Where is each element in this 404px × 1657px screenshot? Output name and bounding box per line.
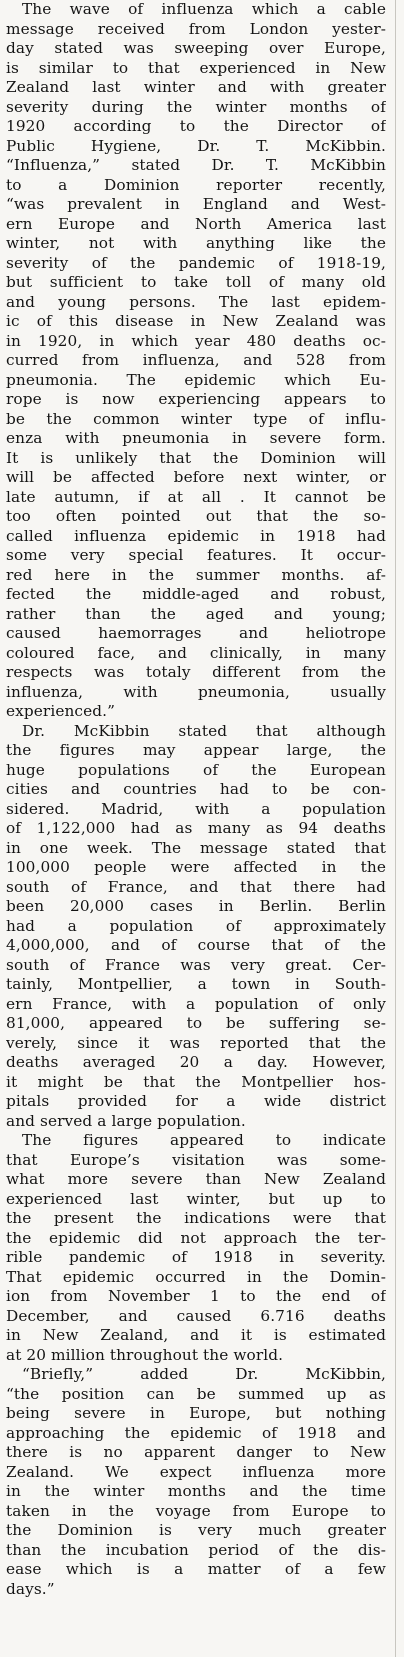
article-line: ern France, with a population of only [6,994,386,1013]
article-line: “Briefly,” added Dr. McKibbin, [22,1365,386,1383]
article-line: message received from London yester- [6,19,386,38]
article-line: enza with pneumonia in severe form. [6,429,386,447]
article-line: red here in the summer months. af- [6,565,386,584]
article-line: too often pointed out that the so- [6,507,386,525]
article-line: The figures appeared to indicate [22,1131,386,1149]
article-line: 1920 according to the Director of [6,117,386,135]
article-line: been 20,000 cases in Berlin. Berlin [6,897,386,915]
article-line: respects was totaly different from the [6,663,386,681]
article-line: but sufficient to take toll of many old [6,273,386,291]
article-line: tainly, Montpellier, a town in South- [6,975,386,993]
article-line: ease which is a matter of a few [6,1560,386,1578]
article-line: be the common winter type of influ- [6,409,386,428]
article-line: some very special features. It occur- [6,546,386,564]
article-line: Zealand. We expect influenza more [6,1462,386,1481]
article-line: to a Dominion reporter recently, [6,175,386,194]
article-line: deaths averaged 20 a day. However, [6,1053,386,1071]
article-line: ern Europe and North America last [6,214,386,233]
article-line: Public Hygiene, Dr. T. McKibbin. [6,136,386,155]
article-line: in New Zealand, and it is estimated [6,1326,386,1344]
article-line: will be affected before next winter, or [6,468,386,486]
article-line: cities and countries had to be con- [6,780,386,798]
article-line: curred from influenza, and 528 from [6,351,386,369]
article-line: experienced last winter, but up to [6,1189,386,1208]
article-body [6,0,386,1599]
article-line: That epidemic occurred in the Domin- [6,1267,386,1286]
article-paragraph [6,1131,386,1365]
article-line: pitals provided for a wide district [6,1092,386,1110]
article-line: fected the middle-aged and robust, [6,585,386,603]
article-line: day stated was sweeping over Europe, [6,39,386,57]
article-line: ic of this disease in New Zealand was [6,312,386,330]
article-line: pneumonia. The epidemic which Eu- [6,370,386,389]
article-line: December, and caused 6.716 deaths [6,1306,386,1325]
article-paragraph [6,0,386,722]
article-line: Zealand last winter and with greater [6,78,386,96]
article-line: there is no apparent danger to New [6,1443,386,1461]
article-line: 4,000,000, and of course that of the [6,936,386,954]
article-line: what more severe than New Zealand [6,1170,386,1188]
article-line: caused haemorrages and heliotrope [6,624,386,642]
article-paragraph [6,1365,386,1599]
article-line: and served a large population. [6,1111,246,1130]
article-line: being severe in Europe, but nothing [6,1404,386,1422]
article-line: ion from November 1 to the end of [6,1287,386,1305]
article-line: the figures may appear large, the [6,741,386,759]
article-line: called influenza epidemic in 1918 had [6,526,386,545]
article-line: “the position can be summed up as [6,1384,386,1403]
article-line: It is unlikely that the Dominion will [6,448,386,467]
article-line: “Influenza,” stated Dr. T. McKibbin [6,156,386,174]
article-line: rather than the aged and young; [6,604,386,623]
article-line: it might be that the Montpellier hos- [6,1072,386,1091]
article-line: severity of the pandemic of 1918-19, [6,253,386,272]
article-line: approaching the epidemic of 1918 and [6,1423,386,1442]
article-line: in 1920, in which year 480 deaths oc- [6,331,386,350]
article-line: rope is now experiencing appears to [6,390,386,408]
article-line: 81,000, appeared to be suffering se- [6,1014,386,1032]
article-line: days.” [6,1579,55,1598]
article-line: coloured face, and clinically, in many [6,643,386,662]
article-line: the present the indications were that [6,1209,386,1227]
article-line: and young persons. The last epidem- [6,292,386,311]
article-line: at 20 million throughout the world. [6,1345,284,1364]
article-line: The wave of influenza which a cable [22,0,386,18]
article-line: 100,000 people were affected in the [6,858,386,876]
article-line: had a population of approximately [6,916,386,935]
article-line: winter, not with anything like the [6,234,386,252]
article-line: south of France, and that there had [6,877,386,896]
column-rule [395,0,396,1657]
article-line: in the winter months and the time [6,1482,386,1500]
article-line: severity during the winter months of [6,97,386,116]
article-line: the epidemic did not approach the ter- [6,1228,386,1247]
article-line: sidered. Madrid, with a population [6,799,386,818]
article-line: rible pandemic of 1918 in severity. [6,1248,386,1266]
article-line: of 1,122,000 had as many as 94 deaths [6,819,386,837]
article-line: experienced.” [6,702,116,720]
article-line: verely, since it was reported that the [6,1033,386,1052]
article-paragraph [6,722,386,1132]
article-line: “was prevalent in England and West- [6,195,386,213]
article-line: south of France was very great. Cer- [6,955,386,974]
article-line: Dr. McKibbin stated that although [22,721,386,740]
article-line: influenza, with pneumonia, usually [6,682,386,701]
article-line: taken in the voyage from Europe to [6,1501,386,1520]
article-line: late autumn, if at all . It cannot be [6,487,386,506]
article-line: huge populations of the European [6,760,386,779]
article-line: is similar to that experienced in New [6,58,386,77]
article-line: in one week. The message stated that [6,838,386,857]
article-line: than the incubation period of the dis- [6,1540,386,1559]
article-line: that Europe’s visitation was some- [6,1150,386,1169]
article-line: the Dominion is very much greater [6,1521,386,1539]
